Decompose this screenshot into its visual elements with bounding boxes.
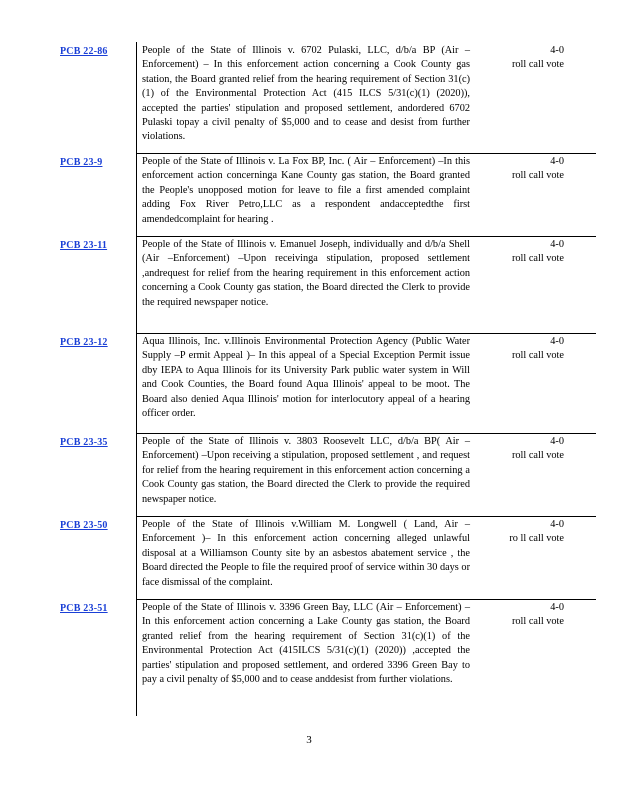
case-entry — [0, 599, 618, 716]
vote-label: roll call vote — [511, 616, 564, 628]
case-entry — [0, 333, 618, 433]
vote-count: 4-0 — [550, 156, 564, 167]
vote-count: 4-0 — [550, 45, 564, 56]
column-divider — [136, 42, 137, 153]
case-number-link[interactable]: PCB 23-11 — [60, 240, 108, 251]
case-entry — [0, 236, 618, 333]
case-number-link[interactable]: PCB 23-12 — [60, 337, 108, 348]
row-separator — [136, 599, 596, 600]
vote-result — [500, 155, 564, 184]
case-number-link[interactable]: PCB 23-35 — [60, 437, 108, 448]
vote-label: roll call vote — [511, 350, 564, 362]
vote-result — [500, 44, 564, 73]
row-separator — [136, 236, 596, 237]
case-number-link[interactable]: PCB 22-86 — [60, 46, 108, 57]
column-divider — [136, 599, 137, 716]
row-separator — [136, 333, 596, 334]
case-description: People of the State of Illinois v. Emanuel Joseph, individually and d/b/a Shell (Air –Enforcement) –Upon receivinga stipulation, proposed settlement ,andrequest for relief from the hearing requirement in this enforcement action concerning a Cook County gas station, the Board directed the Clerk to provide the required newspaper notice. — [142, 239, 470, 308]
case-description: People of the State of Illinois v. 3396 Green Bay, LLC (Air – Enforcement) – In this enforcement action concerning a Lake County gas station, the Board granted relief from the hearing requirement of Section 31(c)(1) of the Environmental Protection Act (415ILCS 5/31(c)(1) (2020)) ,accepted the parties' stipulation and proposed settlement, and ordered 3396 Green Bay to pay a civil penalty of $5,000 and to cease anddesist from further violations. — [142, 602, 470, 686]
case-number-link[interactable]: PCB 23-50 — [60, 520, 108, 531]
vote-count: 4-0 — [550, 436, 564, 447]
case-description: People of the State of Illinois v. 6702 Pulaski, LLC, d/b/a BP (Air – Enforcement) – In this enforcement action concerning a Cook County gas station, the Board granted relief from the hearing requirement of Section 31(c)(1) of the Environmental Protection Act (415 ILCS 5/31(c)(1) (2020)), accepted the parties' stipulation and proposed settlement, andordered 6702 Pulaski topay a civil penalty of $5,000 and to cease and desist from further violations. — [142, 45, 470, 143]
case-entry — [0, 516, 618, 599]
row-separator — [136, 153, 596, 154]
case-number-link[interactable]: PCB 23-51 — [60, 603, 108, 614]
case-description: People of the State of Illinois v. 3803 Roosevelt LLC, d/b/a BP( Air –Enforcement) –Upon receiving a stipulation, proposed settlement , and request for relief from the hearing requirement in this enforcement action concerning a Cook County gas station, the Board directed the Clerk to provide the required newspaper notice. — [142, 436, 470, 505]
case-description: People of the State of Illinois v.William M. Longwell ( Land, Air – Enforcement )– In this enforcement action concerning alleged unlawful disposal at a Williamson County site by an asbestos abatement service , the Board directed the People to file the required proof of service within 30 days or face dismissal of the complaint. — [142, 519, 470, 588]
vote-result — [500, 518, 564, 547]
vote-count: 4-0 — [550, 239, 564, 250]
case-entry — [0, 433, 618, 516]
case-entry — [0, 42, 618, 153]
vote-result — [500, 238, 564, 267]
vote-label: roll call vote — [511, 450, 564, 462]
column-divider — [136, 333, 137, 433]
vote-label: roll call vote — [511, 170, 564, 182]
row-separator — [136, 516, 596, 517]
case-number-link[interactable]: PCB 23-9 — [60, 157, 103, 168]
vote-label: ro ll call vote — [509, 533, 564, 545]
case-description: Aqua Illinois, Inc. v.Illinois Environmental Protection Agency (Public Water Supply –P ermit Appeal )– In this appeal of a Special Exception Permit issue dby IEPA to Aqua Illinois for its University Park public water system in Will and Cook Counties, the Board found Aqua Illinois' appeal to be moot. The Board also denied Aqua Illinois' motion for interlocutory appeal of a hearing officer order. — [142, 336, 470, 420]
case-entry — [0, 153, 618, 236]
case-description: People of the State of Illinois v. La Fox BP, Inc. ( Air – Enforcement) –In this enforcement action concerninga Kane County gas station, the Board granted the People's unopposed motion for leave to file a first amended complaint adding Fox River Petro,LLC as a respondent andacceptedthe first amendedcomplaint for hearing . — [142, 156, 470, 225]
column-divider — [136, 433, 137, 516]
vote-label: roll call vote — [511, 59, 564, 71]
column-divider — [136, 236, 137, 333]
column-divider — [136, 153, 137, 236]
vote-count: 4-0 — [550, 336, 564, 347]
vote-count: 4-0 — [550, 519, 564, 530]
vote-result — [500, 335, 564, 364]
page-number: 3 — [306, 734, 312, 746]
column-divider — [136, 516, 137, 599]
vote-label: roll call vote — [511, 253, 564, 265]
vote-count: 4-0 — [550, 602, 564, 613]
vote-result — [500, 435, 564, 464]
vote-result — [500, 601, 564, 630]
row-separator — [136, 433, 596, 434]
